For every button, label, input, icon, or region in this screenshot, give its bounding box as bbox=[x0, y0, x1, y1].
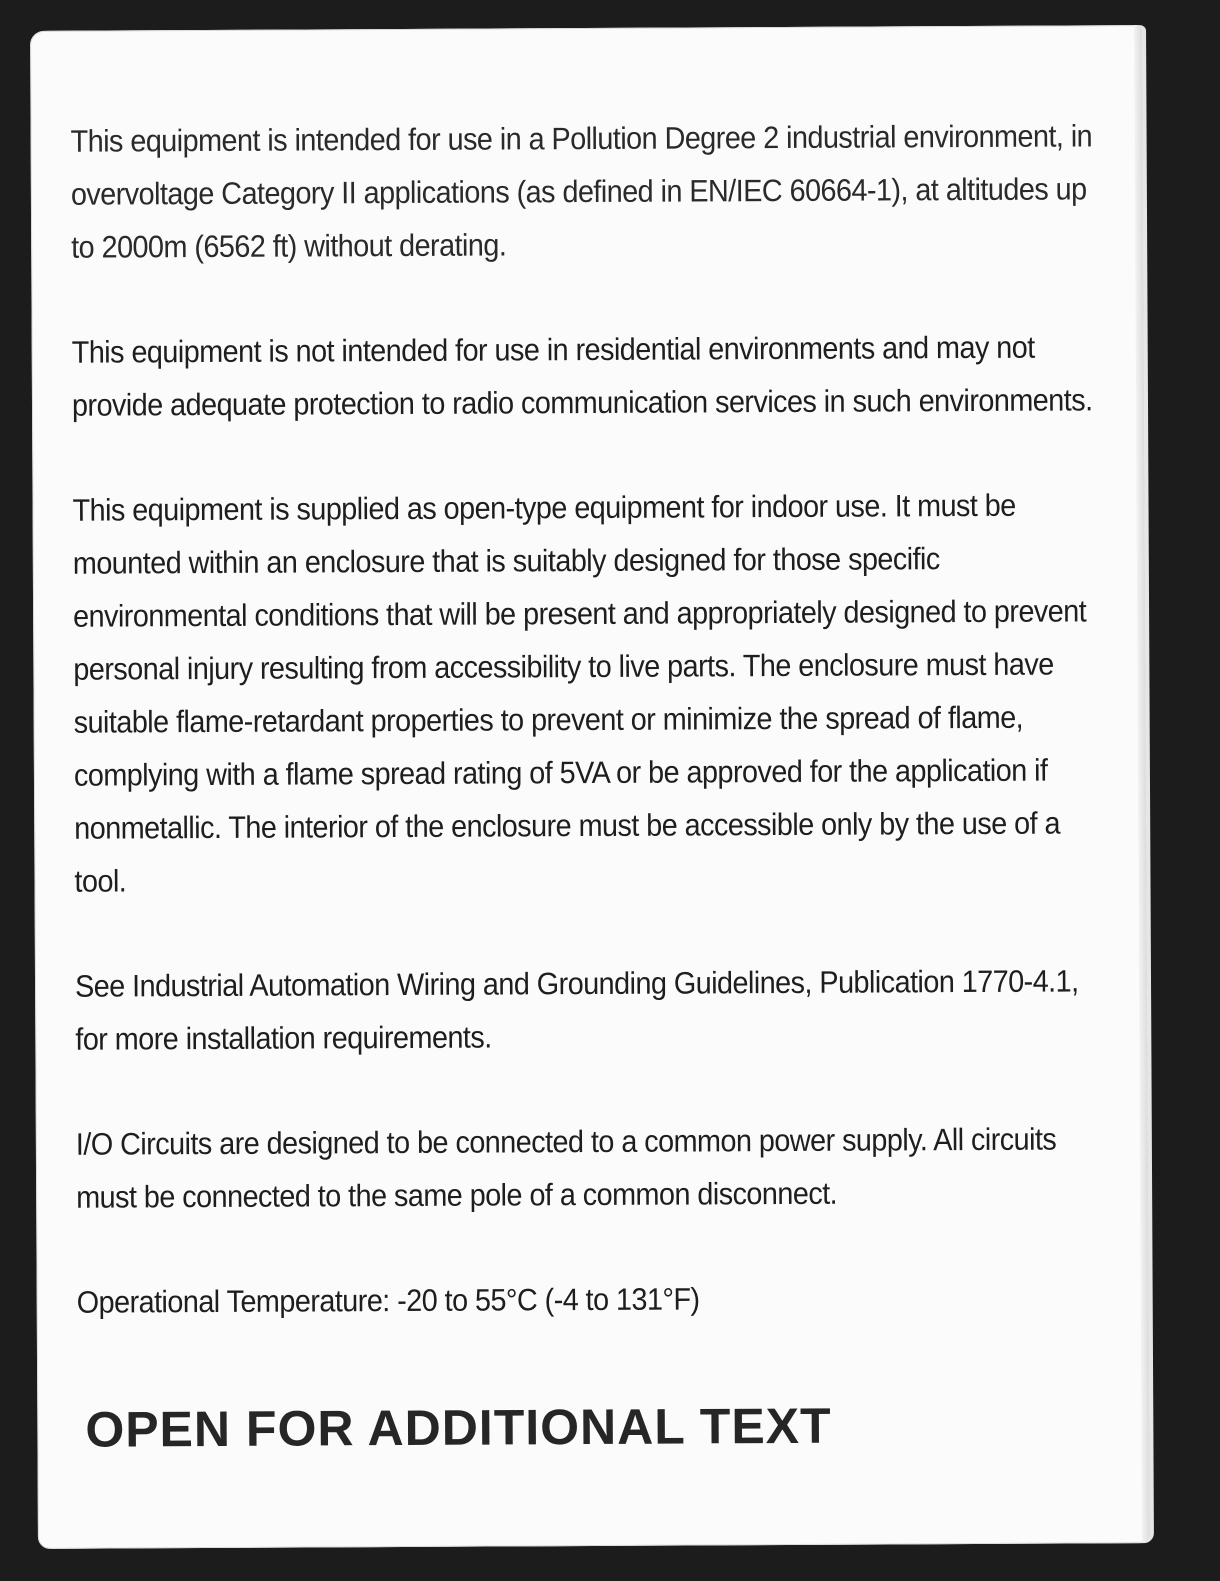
label-text-block bbox=[70, 109, 1127, 1380]
operational-temperature-paragraph: Operational Temperature: -20 to 55°C (-4 to 131°F) bbox=[76, 1281, 700, 1320]
equipment-label-card bbox=[30, 25, 1150, 1549]
enclosure-requirements-paragraph: This equipment is supplied as open-type equipment for indoor use. It must be mounted within an enclosure that is suitably designed for those specific environmental conditions that will be present and appropriately designed to prevent personal injury resulting from accessibility to live parts. The enclosure must have suitable flame-retardant properties to prevent or minimize the spread of flame, complying with a flame spread rating of 5VA or be approved for the application if nonmetallic. The interior of the enclosure must be accessible only by the use of a tool. bbox=[72, 487, 1087, 899]
residential-use-paragraph: This equipment is not intended for use in residential environments and may not provide adequate protection to radio communication services in such environments. bbox=[71, 329, 1093, 423]
pollution-degree-paragraph: This equipment is intended for use in a Pollution Degree 2 industrial environment, in overvoltage Category II applications (as defined in EN/IEC 60664-1), at altitudes up to 2000m (6562 ft) without derating. bbox=[70, 118, 1093, 265]
wiring-guidelines-paragraph: See Industrial Automation Wiring and Grounding Guidelines, Publication 1770-4.1, for more installation requirements. bbox=[74, 963, 1079, 1057]
open-for-additional-text-heading: OPEN FOR ADDITIONAL TEXT bbox=[85, 1397, 832, 1458]
io-circuits-paragraph: I/O Circuits are designed to be connected to a common power supply. All circuits must be connected to the same pole of a common disconnect. bbox=[75, 1121, 1057, 1215]
